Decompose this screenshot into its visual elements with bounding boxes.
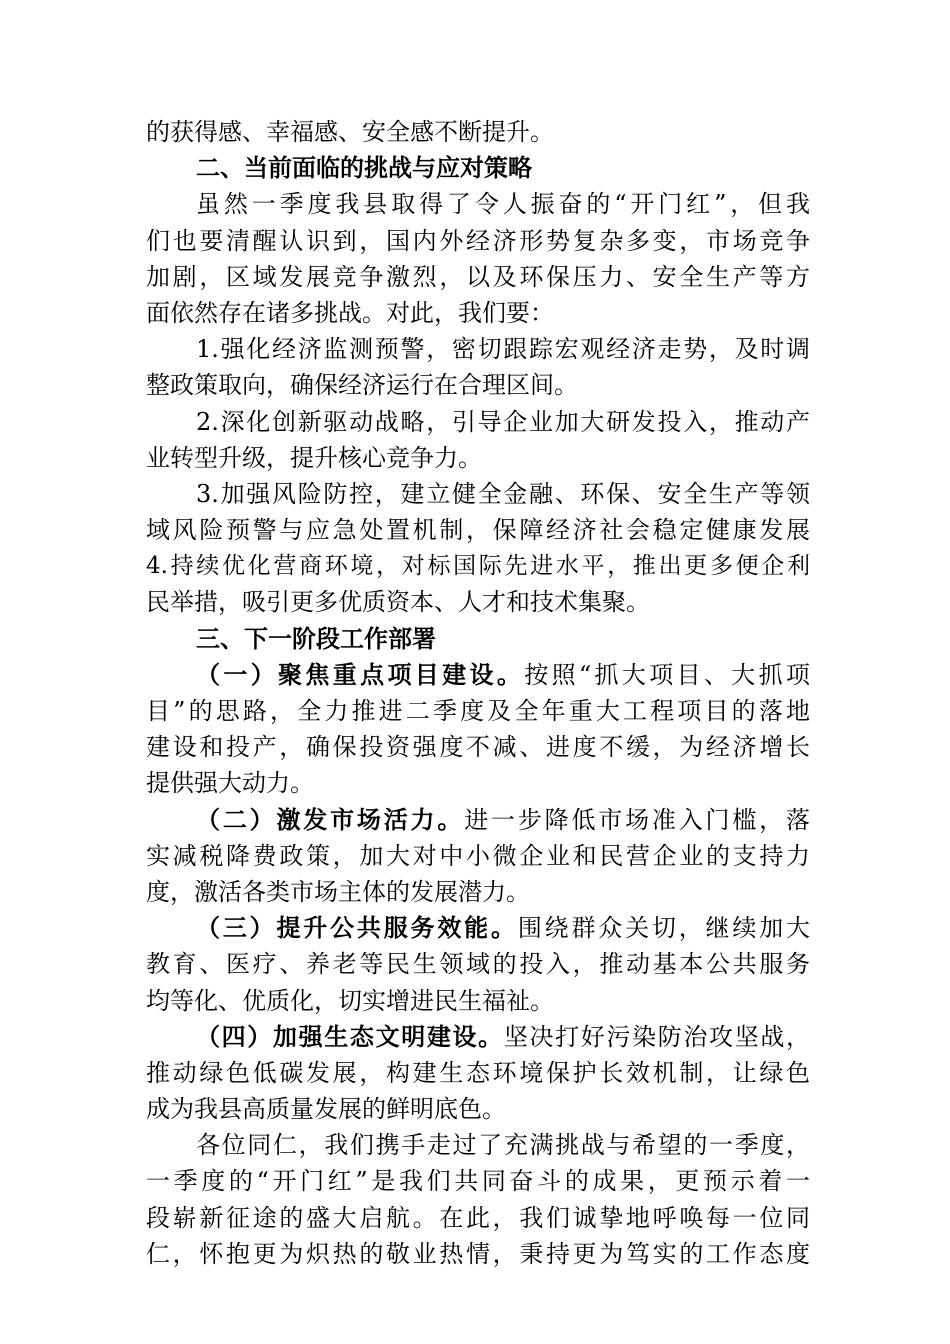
text-line: 3.加强风险防控，建立健全金融、环保、安全生产等领 xyxy=(196,479,810,508)
text-line: 域风险预警与应急处置机制，保障经济社会稳定健康发展 xyxy=(146,516,810,545)
subsection-title: （一）聚焦重点项目建设。 xyxy=(196,659,525,689)
text-line: 业转型升级，提升核心竞争力。 xyxy=(146,443,482,472)
text-line: 仁，怀抱更为炽热的敬业热情，秉持更为笃实的工作态度 xyxy=(146,1239,810,1268)
text-line: 一季度的“开门红”是我们共同奋斗的成果，更预示着一 xyxy=(146,1167,810,1196)
section-heading: 二、当前面临的挑战与应对策略 xyxy=(196,154,532,183)
text-line: 加剧，区域发展竞争激烈，以及环保压力、安全生产等方 xyxy=(146,262,810,291)
text-line: 均等化、优质化，切实增进民生福祉。 xyxy=(146,986,554,1015)
subsection-text: 坚决打好污染防治攻坚战， xyxy=(503,1022,810,1051)
section-heading: 三、下一阶段工作部署 xyxy=(196,624,436,653)
subsection-text: 按照“抓大项目、大抓项 xyxy=(524,660,810,689)
text-line: 教育、医疗、养老等民生领域的投入，推动基本公共服务 xyxy=(146,950,810,979)
text-line: 虽然一季度我县取得了令人振奋的“开门红”，但我 xyxy=(196,190,810,219)
subsection-title: （二）激发市场活力。 xyxy=(196,804,465,834)
text-line: 推动绿色低碳发展，构建生态环境保护长效机制，让绿色 xyxy=(146,1058,810,1087)
subsection-text: 进一步降低市场准入门槛，落 xyxy=(464,805,810,834)
text-line: 成为我县高质量发展的鲜明底色。 xyxy=(146,1095,506,1124)
text-line: 整政策取向，确保经济运行在合理区间。 xyxy=(146,371,578,400)
text-line: 实减税降费政策，加大对中小微企业和民营企业的支持力 xyxy=(146,841,810,870)
subsection-line xyxy=(146,802,810,838)
text-line: 建设和投产，确保投资强度不减、进度不缓，为经济增长 xyxy=(146,733,810,762)
text-line: 4.持续优化营商环境，对标国际先进水平，推出更多便企利 xyxy=(146,553,810,580)
text-line: 度，激活各类市场主体的发展潜力。 xyxy=(146,877,530,906)
subsection-title: （三）提升公共服务效能。 xyxy=(196,913,518,943)
text-line: 1.强化经济监测预警，密切跟踪宏观经济走势，及时调 xyxy=(196,335,810,364)
text-line: 面依然存在诸多挑战。对此，我们要： xyxy=(146,298,554,327)
text-line: 提供强大动力。 xyxy=(146,769,314,798)
text-line: 民举措，吸引更多优质资本、人才和技术集聚。 xyxy=(146,588,650,617)
text-line: 目”的思路，全力推进二季度及全年重大工程项目的落地 xyxy=(146,697,810,725)
text-line: 们也要清醒认识到，国内外经济形势复杂多变，市场竞争 xyxy=(146,226,810,255)
subsection-text: 围绕群众关切，继续加大 xyxy=(517,914,810,943)
text-line: 的获得感、幸福感、安全感不断提升。 xyxy=(146,118,554,146)
text-line: 2.深化创新驱动战略，引导企业加大研发投入，推动产 xyxy=(196,407,810,436)
text-line: 段崭新征途的盛大启航。在此，我们诚挚地呼唤每一位同 xyxy=(146,1203,810,1232)
text-line: 各位同仁，我们携手走过了充满挑战与希望的一季度， xyxy=(196,1131,810,1160)
subsection-line xyxy=(146,1019,810,1055)
subsection-line xyxy=(146,657,810,693)
document-page xyxy=(146,114,810,1272)
subsection-title: （四）加强生态文明建设。 xyxy=(196,1021,504,1051)
subsection-line xyxy=(146,910,810,946)
